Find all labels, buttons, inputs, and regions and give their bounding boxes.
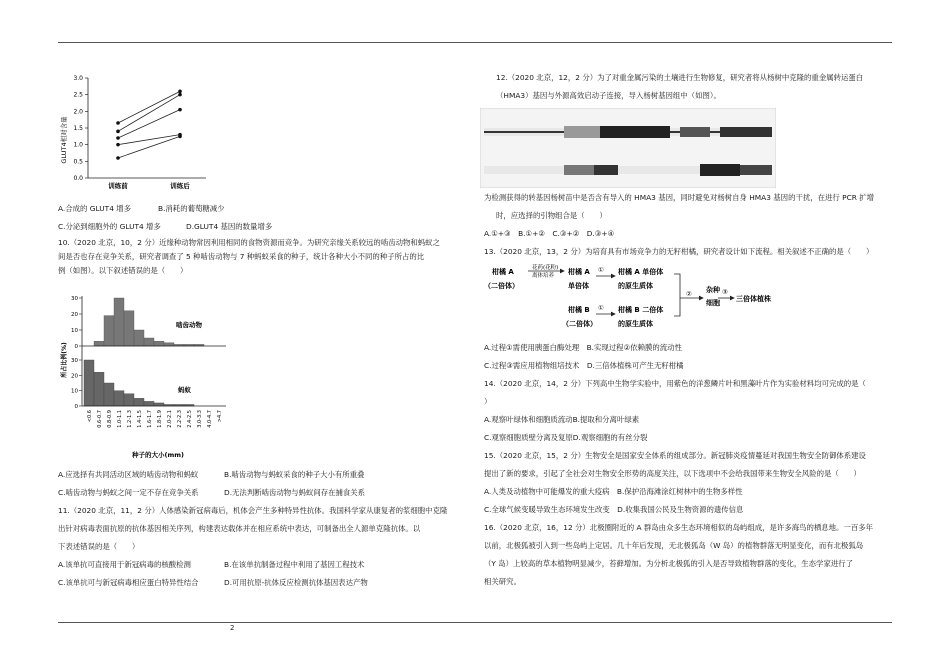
q16-line-3: （Y 岛）上较高的草本植物明显减少，苔藓增加。为分析北极狐的引入是否导致植物群落的变化，生态学家进行了 <box>484 559 854 568</box>
in-vitro-culture-label: 离体培养 <box>532 273 555 279</box>
q10-options-row2 <box>58 486 478 500</box>
glut4-series-line <box>118 95 180 132</box>
seed-category-label: <0.6 <box>87 410 93 423</box>
q10-line-3: 例（如图）。以下叙述错误的是（ ） <box>58 266 188 275</box>
ant-bar <box>104 383 114 406</box>
citrus-a-haploid-sub: 单倍体 <box>568 282 589 290</box>
glut4-data-point <box>116 121 120 125</box>
q10-line-2: 间是否也存在竞争关系，研究者调查了 5 种啮齿动物与 7 种蚂蚁采食的种子，统计各种大小不同的种子所占的比 <box>58 252 425 261</box>
glut4-data-point <box>178 90 182 94</box>
hybrid-cell: 杂种 <box>706 286 720 294</box>
q15-line-2: 提出了新的要求，引起了全社会对生物安全形势的高度关注，以下选项中不会给我国带来生物安全风险的是（ ） <box>484 469 861 478</box>
glut4-ytick-label: 1.5 <box>73 125 83 132</box>
glut4-ylabel: GLUT4相对含量 <box>60 116 68 164</box>
bottom-rule <box>58 622 892 623</box>
top-rule <box>58 42 892 43</box>
q13-line: 13.（2020 北京，13，2 分）为培育具有市场竞争力的无籽柑橘，研究者设计如下流程。相关叙述不正确的是（ ） <box>484 247 874 256</box>
seed-category-label: 0.6-0.7 <box>97 410 103 428</box>
glut4-data-point <box>178 135 182 139</box>
q9-options-row1 <box>58 202 478 216</box>
step-3-label: ③ <box>722 288 728 296</box>
glut4-chart <box>58 70 208 192</box>
rodent-bar <box>154 341 164 346</box>
q13-flow-diagram <box>484 260 784 336</box>
glut4-data-point <box>116 156 120 160</box>
q10-option-c: C.啮齿动物与蚂蚁之间一定不存在竞争关系 <box>58 488 199 497</box>
q10-option-d: D.无法判断啮齿动物与蚂蚁间存在捕食关系 <box>224 488 366 497</box>
q12-line-4: 时，应选择的引物组合是（ ） <box>496 211 607 220</box>
seed-size-chart <box>58 290 258 462</box>
ant-bar <box>154 403 164 406</box>
glut4-ytick-label: 2.5 <box>73 91 83 99</box>
q11-line-1: 11.（2020 北京，11，2 分）人体感染新冠病毒后，机体会产生多种特异性抗体。我国科学家从康复者的浆细胞中克隆 <box>58 506 448 515</box>
seed-top-ytick-label: 0 <box>74 344 78 350</box>
q15-options-row1: A.人类及动植物中可能爆发的重大疫病 B.保护沿海滩涂红树林中的生物多样性 <box>484 487 743 496</box>
citrus-a-protoplast: 柑橘 A 单倍体 <box>618 268 664 276</box>
q11-option-a: A.该单抗可直接用于新冠病毒的核酸检测 <box>58 560 191 569</box>
left-column-text-a <box>58 202 478 278</box>
q12-line-1: 12.（2020 北京，12，2 分）为了对重金属污染的土壤进行生物修复，研究者将从杨树中克隆的重金属转运蛋白 <box>496 73 864 82</box>
q16-line-2: 以前，北极狐被引入到一些岛屿上定居。几十年后发现，无北极狐岛（W 岛）的植物群落无明显变化，而有北极狐岛 <box>484 541 864 550</box>
glut4-data-point <box>178 93 182 97</box>
hma3-gene-construct-figure <box>480 108 776 188</box>
ant-bar <box>134 398 144 406</box>
q10-line-1: 10.（2020 北京，10，2 分）近缘种动物常因利用相同的食物资源而竞争。为研究亲缘关系较远的啮齿动物和蚂蚁之 <box>58 238 440 247</box>
q11-line-2: 出针对病毒表面抗原的抗体基因相关序列，构建表达载体并在相应系统中表达，可制备出全人源单克隆抗体。以 <box>58 524 421 533</box>
glut4-ytick-label: 0.5 <box>73 158 83 166</box>
seed-category-label: 4.0-4.7 <box>207 410 213 428</box>
glut4-data-point <box>178 108 182 112</box>
ant-bar <box>124 394 134 406</box>
q14-options-row2: C.观察细胞质壁分离及复原D.观察细胞的有丝分裂 <box>484 433 648 442</box>
citrus-b-protoplast-sub: 的原生质体 <box>618 320 653 328</box>
citrus-b-protoplast: 柑橘 B 二倍体 <box>618 306 664 314</box>
ant-bar <box>144 401 154 406</box>
q9-options-row2 <box>58 220 478 234</box>
seed-top-ytick-label: 10 <box>71 328 78 334</box>
q11-options-row2 <box>58 576 478 590</box>
rodent-bar <box>114 298 124 346</box>
q9-option-c: C.分泌到细胞外的 GLUT4 增多 <box>58 222 161 231</box>
citrus-b-label: 柑橘 B <box>568 306 590 314</box>
seed-xlabel: 种子的大小(mm) <box>132 451 184 459</box>
q11-option-c: C.该单抗可与新冠病毒相应蛋白特异性结合 <box>58 578 199 587</box>
ant-bar <box>84 360 94 406</box>
glut4-ytick-label: 1.0 <box>73 141 83 149</box>
q12-line-2: （HMA3）基因与外源高效启动子连接，导入杨树基因组中（如图）。 <box>496 91 721 100</box>
q16-line-4: 相关研究。 <box>484 577 521 586</box>
ant-bar <box>114 391 124 406</box>
q9-option-a: A.合成的 GLUT4 增多 <box>58 204 132 213</box>
rodent-bar <box>164 343 174 346</box>
rodent-bar <box>124 311 134 346</box>
seed-category-label: 2.4-2.5 <box>187 410 193 428</box>
seed-ylabel: 所占比例(%) <box>61 342 68 378</box>
anther-culture-label: 花药(花粉) <box>532 265 559 271</box>
seed-category-label: 0.8-0.9 <box>107 410 113 428</box>
glut4-series-line <box>118 110 180 138</box>
q9-option-b: B.消耗的葡萄糖减少 <box>158 204 225 213</box>
glut4-data-point <box>116 136 120 140</box>
q10-option-a: A.应选择有共同活动区域的啮齿动物和蚂蚁 <box>58 470 199 479</box>
q12-line-3: 为检测获得的转基因杨树苗中是否含有导入的 HMA3 基因，同时避免对杨树自身 HMA3 基因的干扰，在进行 PCR 扩增 <box>484 193 875 202</box>
q13-options-row1: A.过程①需使用胰蛋白酶处理 B.实现过程②依赖膜的流动性 <box>484 343 682 352</box>
q13-options-row2: C.过程③需应用植物组培技术 D.三倍体植株可产生无籽柑橘 <box>484 361 684 370</box>
seed-category-label: >4.7 <box>217 410 223 423</box>
glut4-cat-before: 训练前 <box>108 182 128 190</box>
glut4-ytick-label: 3.0 <box>73 75 83 82</box>
glut4-ytick-label: 2.0 <box>73 108 83 116</box>
citrus-a-ploidy: （二倍体） <box>484 282 519 290</box>
q10-option-b: B.啮齿动物与蚂蚁采食的种子大小有所重叠 <box>224 470 365 479</box>
step-1b-label: ① <box>598 304 604 312</box>
seed-category-label: 1.2-1.3 <box>127 410 133 428</box>
q10-options-row1 <box>58 468 478 482</box>
right-column-text-a <box>484 71 894 103</box>
q15-options-row2: C.全球气候变暖导致生态环境发生改变 D.收集我国公民及生物资源的遗传信息 <box>484 505 744 514</box>
q16-line-1: 16.（2020 北京，16，12 分）北极圈附近的 A 群岛由众多生态环境相似的岛屿组成，是许多海鸟的栖息地。一百多年 <box>484 523 874 532</box>
q14-options-row1: A.观察叶绿体和细胞质流动B.提取和分离叶绿素 <box>484 415 640 424</box>
q11-option-b: B.在该单抗制备过程中利用了基因工程技术 <box>224 560 365 569</box>
triploid-plant: 三倍体植株 <box>736 295 771 303</box>
rodent-bar <box>144 338 154 346</box>
q9-option-d: D.GLUT4 基因的数量增多 <box>186 222 273 231</box>
seed-category-label: 1.0-1.1 <box>117 410 123 428</box>
glut4-ytick-label: 0.0 <box>73 175 83 182</box>
citrus-a-label: 柑橘 A <box>492 268 514 276</box>
seed-bottom-series-label: 蚂蚁 <box>178 386 191 394</box>
left-column-text-b <box>58 468 478 590</box>
rodent-bar <box>104 316 114 346</box>
seed-category-label: 1.4-1.5 <box>137 410 143 428</box>
q12-options: A.①+③ B.①+② C.③+② D.③+④ <box>484 229 615 238</box>
glut4-series-line <box>118 91 180 123</box>
seed-top-series-label: 啮齿动物 <box>176 321 202 329</box>
seed-category-label: 2.2-2.3 <box>177 410 183 428</box>
seed-bottom-ytick-label: 0 <box>74 404 78 410</box>
page-number: 2 <box>230 624 235 632</box>
bracket-merge <box>674 274 680 316</box>
glut4-data-point <box>116 130 120 134</box>
seed-bottom-ytick-label: 10 <box>71 388 78 395</box>
glut4-cat-after: 训练后 <box>170 182 190 190</box>
rodent-bar <box>134 330 144 346</box>
q11-options-row1 <box>58 558 478 572</box>
q14-line-2: ） <box>484 397 492 406</box>
citrus-a-protoplast-sub: 的原生质体 <box>618 282 653 290</box>
q14-line-1: 14.（2020 北京，14，2 分）下列高中生物学实验中，用紫色的洋葱鳞片叶和黑藻叶片作为实验材料均可完成的是（ <box>484 379 866 388</box>
right-column-text-c <box>484 341 894 589</box>
seed-category-label: 1.6-1.7 <box>147 410 153 428</box>
step-1-label: ① <box>598 266 604 274</box>
ant-bar <box>94 372 104 406</box>
citrus-a-haploid: 柑橘 A <box>568 268 590 276</box>
seed-top-ytick-label: 20 <box>71 312 78 318</box>
rodent-bar <box>94 341 104 346</box>
glut4-data-point <box>116 143 120 147</box>
q11-line-3: 下表述错误的是（ ） <box>58 542 140 551</box>
citrus-b-ploidy: （二倍体） <box>562 320 597 328</box>
seed-category-label: 2.0-2.1 <box>167 410 173 428</box>
seed-bottom-ytick-label: 20 <box>71 373 78 380</box>
seed-category-label: 3.0-3.3 <box>197 410 203 428</box>
seed-category-label: 1.8-1.9 <box>157 410 163 428</box>
seed-bottom-ytick-label: 30 <box>71 358 78 364</box>
q15-line-1: 15.（2020 北京，15，2 分）生物安全是国家安全体系的组成部分。新冠肺炎疫情蔓延对我国生物安全防御体系建设 <box>484 451 866 460</box>
seed-top-ytick-label: 30 <box>71 296 78 302</box>
right-column-text-b <box>484 191 894 259</box>
step-2-label: ② <box>686 290 692 298</box>
hybrid-cell-sub: 细胞 <box>706 299 720 307</box>
q11-option-d: D.可用抗原-抗体反应检测抗体基因表达产物 <box>224 578 368 587</box>
